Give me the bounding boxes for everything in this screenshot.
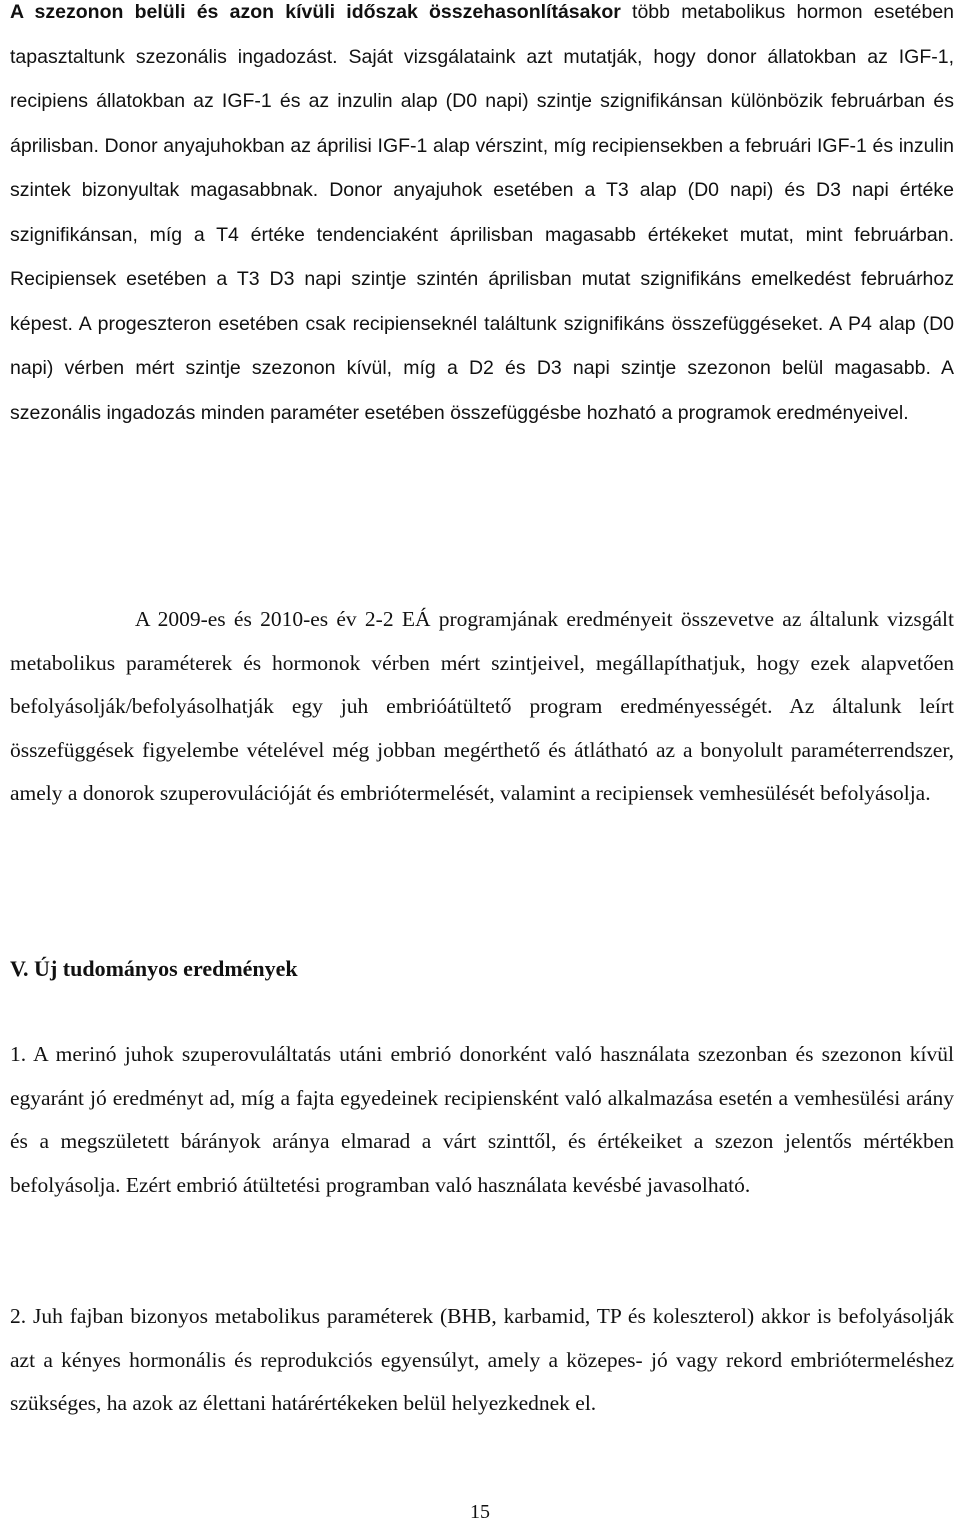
- recipient-t3-sentence: Recipiensek esetében a T3 D3 napi szintje szintén áprilisban mutat szignifikáns emelkedést februárhoz képest.: [10, 268, 954, 335]
- paragraph-seasonal-comparison: [10, 0, 954, 435]
- paragraph-result-1: 1. A merinó juhok szuperovuláltatás utáni embrió donorként való használata szezonban és szezonon kívül egyaránt jó eredményt ad, míg a fajta egyedeinek recipiensként való alkalmazása esetén a vemhesülési arány és a megszületett bárányok aránya elmarad a várt szinttől, és értékeiket a szezon jelentős mértékben befolyásolja. Ezért embrió átültetési programban való használata kevésbé javasolható.: [10, 1042, 954, 1197]
- donor-t3-sentence: Donor anyajuhok esetében a T3 alap (D0 napi) és D3 napi értéke szignifikánsan, míg a T4 értéke tendenciaként áprilisban magasabb értékeket mutat, mint februárban.: [10, 179, 954, 246]
- paragraph-summary: A 2009-es és 2010-es év 2-2 EÁ programjának eredményeit összevetve az általunk vizsgált metabolikus paraméterek és hormonok vérben mért szintjeivel, megállapíthatjuk, hogy ezek alapvetően befolyásolják/befolyásolhatják egy juh embrióátültető program eredményességét. Az általunk leírt összefüggések figyelembe vételével még jobban megérthető és átlátható az a bonyolult paraméterrendszer, amely a donorok szuperovulációját és embriótermelését, valamint a recipiensek vemhesülését befolyásolja.: [10, 607, 954, 805]
- progesterone-sentence: A progeszteron esetében csak recipienseknél találtunk szignifikáns összefüggéseket. A P4 alap (D0 napi) vérben mért szintje szezonon kívül, míg a D2 és D3 napi szintje szezonon belül magasabb. A szezonális ingadozás minden paraméter esetében összefüggésbe hozható a programok eredményeivel.: [10, 312, 954, 424]
- section-heading: V. Új tudományos eredmények: [10, 956, 298, 981]
- paragraph-lead-text: több metabolikus hormon esetében tapasztaltunk szezonális ingadozást. Saját vizsgálataink azt mutatják, hogy donor állatokban az IGF-1, recipiens állatokban az IGF-1 és az inzulin alap (D0 napi) szintje szignifikánsan különbözik februárban és áprilisban.: [10, 1, 955, 157]
- paragraph-lead-bold: A szezonon belüli és azon kívüli időszak összehasonlításakor: [10, 1, 621, 23]
- paragraph-result-2: 2. Juh fajban bizonyos metabolikus paraméterek (BHB, karbamid, TP és koleszterol) akkor is befolyásolják azt a kényes hormonális és reprodukciós egyensúlyt, amely a közepes- jó vagy rekord embriótermeléshez szükséges, ha azok az élettani határértékeken belül helyezkednek el.: [10, 1304, 954, 1415]
- donor-sentence: Donor anyajuhokban az áprilisi IGF-1 alap vérszint, míg recipiensekben a februári IGF-1 és inzulin szintek bizonyultak magasabbnak.: [10, 134, 954, 201]
- page-number: 15: [470, 1501, 490, 1523]
